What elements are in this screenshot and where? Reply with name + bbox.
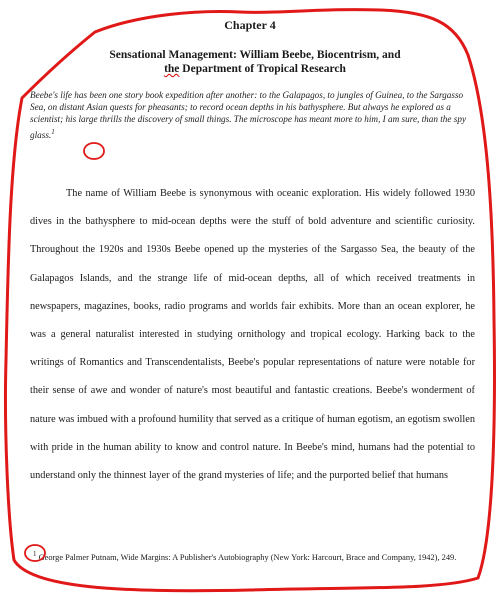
title-line-1: Sensational Management: William Beebe, Biocentrism, and bbox=[109, 49, 401, 61]
body-paragraph bbox=[30, 180, 475, 490]
epigraph-quote bbox=[30, 89, 470, 141]
footnote-mark: 1 bbox=[33, 550, 37, 558]
footnote-text: George Palmer Putnam, Wide Margins: A Publisher's Autobiography (New York: Harcourt, Brace and Company, 1942), 249. bbox=[38, 552, 457, 562]
chapter-title bbox=[70, 48, 440, 76]
footnote bbox=[33, 548, 473, 564]
epigraph-footnote-mark: 1 bbox=[51, 127, 55, 136]
epigraph-text: Beebe's life has been one story book expedition after another: to the Galapagos, to jungles of Guinea, to the Sargasso Sea, on distant Asian quests for pheasants; to record ocean depths in his bathysphere. But always he explored as a scientist; his large thrills the discovery of small things. The microscope has meant more to him, I am sure, than the spy glass. bbox=[30, 90, 467, 140]
title-word-the: the bbox=[164, 63, 180, 75]
title-line-2 bbox=[70, 62, 440, 76]
footnote-mark-circle bbox=[84, 143, 104, 159]
body-paragraph-text: The name of William Beebe is synonymous with oceanic exploration. His widely followed 1930 dives in the bathysphere to mid-ocean depths were the stuff of bold adventure and scientific curiosity. Throughout the 1920s and 1930s Beebe opened up the mysteries of the Sargasso Sea, the beauty of the Galapagos Islands, and the strange life of mid-ocean depths, all of which received treatments in newspapers, magazines, books, radio programs and worlds fair exhibits. More than an ocean explorer, he was a general naturalist interested in studying ornithology and tropical ecology. Harking back to the writings of Romantics and Transcendentalists, Beebe's popular representations of nature were notable for their sense of awe and wonder of nature's most beautiful and fantastic creations. Beebe's wonderment of nature was imbued with a profound humility that served as a critique of human egotism, an egotism swollen with pride in the human ability to know and control nature. In Beebe's mind, humans had the potential to understand only the thinnest layer of the grand mysteries of life; and the purported belief that humans bbox=[30, 188, 475, 482]
chapter-heading: Chapter 4 bbox=[224, 18, 276, 32]
title-line-2-rest: Department of Tropical Research bbox=[179, 63, 346, 75]
